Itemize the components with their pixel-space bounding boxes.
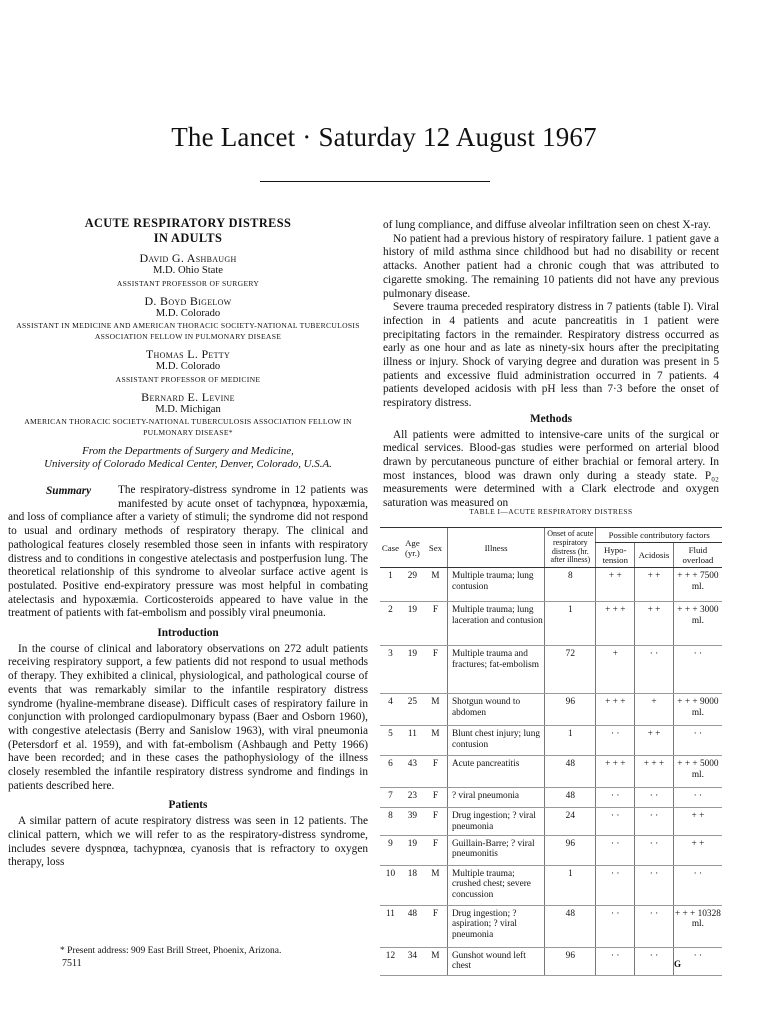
cell-acidosis: · · [635,906,674,948]
table-caption: TABLE I—ACUTE RESPIRATORY DISTRESS [469,507,633,516]
cell-acidosis: · · [635,646,674,694]
table-row [380,646,722,694]
masthead-rule [260,181,490,182]
cell-hypotension: · · [596,726,635,756]
cell-fluid: + + + 10328 ml. [673,906,722,948]
cell-case: 4 [380,694,401,726]
cell-illness: Blunt chest injury; lung contusion [447,726,544,756]
cell-sex: F [424,836,448,866]
cell-sex: M [424,694,448,726]
cell-illness: Shotgun wound to abdomen [447,694,544,726]
cell-onset: 24 [545,808,596,836]
cell-onset: 96 [545,948,596,976]
cell-hypotension: · · [596,836,635,866]
cell-acidosis: · · [635,948,674,976]
right-column [383,219,719,511]
patients-table [380,527,722,976]
article-title: ACUTE RESPIRATORY DISTRESS IN ADULTS [84,216,292,245]
cell-illness: Multiple trauma; lung laceration and contusion [447,602,544,646]
cell-sex: F [424,602,448,646]
cell-sex: F [424,756,448,788]
cell-sex: F [424,646,448,694]
cell-hypotension: · · [596,948,635,976]
table-row [380,694,722,726]
cell-hypotension: + + + [596,756,635,788]
cell-age: 19 [401,602,424,646]
cell-illness: Multiple trauma and fractures; fat-embolism [447,646,544,694]
paragraph: of lung compliance, and diffuse alveolar infiltration seen on chest X-ray. [383,219,711,231]
cell-fluid: + + [673,808,722,836]
methods-text: All patients were admitted to intensive-care units of the surgical or medical services. Blood-gas studies were performed on arterial blood drawn by percutaneous puncture of either brachial or femoral artery. In most instances, blood was drawn only during a steady state. P₀₂ measurements were determined with a Clark electrode and oxygen saturation was measured on [383,428,719,510]
cell-case: 7 [380,788,401,808]
table-row [380,788,722,808]
cell-fluid: · · [673,788,722,808]
cell-acidosis: + + + [635,756,674,788]
cell-case: 1 [380,568,401,602]
cell-acidosis: · · [635,788,674,808]
cell-age: 19 [401,836,424,866]
methods-heading: Methods [529,412,573,425]
cell-age: 25 [401,694,424,726]
table-row [380,568,722,602]
signature-mark: G [674,959,682,969]
table-row [380,756,722,788]
cell-age: 39 [401,808,424,836]
cell-case: 9 [380,836,401,866]
table-row [380,602,722,646]
cell-onset: 8 [545,568,596,602]
cell-illness: Drug ingestion; ? aspiration; ? viral pneumonia [447,906,544,948]
cell-case: 12 [380,948,401,976]
cell-sex: M [424,866,448,906]
cell-onset: 96 [545,836,596,866]
cell-acidosis: · · [635,808,674,836]
cell-age: 19 [401,646,424,694]
cell-onset: 48 [545,756,596,788]
cell-illness: Gunshot wound left chest [447,948,544,976]
author-degree: M.D. Michigan [155,403,221,415]
author-name: Thomas L. Petty [145,347,231,361]
table-row [380,726,722,756]
cell-sex: M [424,726,448,756]
cell-hypotension: · · [596,808,635,836]
cell-acidosis: · · [635,866,674,906]
table-row [380,808,722,836]
col-illness: Illness [447,528,544,568]
cell-onset: 96 [545,694,596,726]
table-row [380,836,722,866]
cell-fluid: + + + 9000 ml. [673,694,722,726]
patients-heading: Patients [168,799,208,812]
cell-illness: Acute pancreatitis [447,756,544,788]
cell-acidosis: + + [635,568,674,602]
cell-fluid: + + + 7500 ml. [673,568,722,602]
col-onset: Onset of acute respiratory distress (hr. after illness) [545,528,596,568]
author-degree: M.D. Colorado [155,307,221,319]
summary-section [8,484,368,621]
patients-text: A similar pattern of acute respiratory distress was seen in 12 patients. The clinical pattern, which we will refer to as the respiratory-distress syndrome, includes severe dyspnœa, tachypnœa, cyanosis that is refractory to oxygen therapy, loss [8,815,368,869]
table-row [380,948,722,976]
cell-age: 34 [401,948,424,976]
cell-sex: M [424,948,448,976]
author-name: D. Boyd Bigelow [144,293,232,308]
cell-fluid: · · [673,866,722,906]
cell-fluid: + + + 3000 ml. [673,602,722,646]
author-degree: M.D. Colorado [155,361,221,372]
cell-hypotension: + + + [596,602,635,646]
col-hypotension: Hypo-tension [596,543,635,568]
cell-sex: F [424,906,448,948]
cell-illness: Multiple trauma; crushed chest; severe concussion [447,866,544,906]
col-age: Age (yr.) [401,528,424,568]
cell-age: 43 [401,756,424,788]
table-row [380,906,722,948]
paragraph: Severe trauma preceded respiratory distress in 7 patients (table I). Viral infection in 4 patients and acute pancreatitis in 1 patient were precipitating factors in the remainder. Respiratory distress occurred as early as one hour and as late as ninety-six hours after the precipitating illness or injury. Shock of varying degree and duration was present in 5 patients and excessive fluid administration occurred in 7 patients. 4 patients developed acidosis with pH less than 7·3 before the onset of respiratory distress. [383,301,719,410]
author-degree: M.D. Ohio State [152,265,224,276]
author-position: ASSISTANT IN MEDICINE AND AMERICAN THORACIC SOCIETY-NATIONAL TUBERCULOSIS ASSOCIATION FELLOW IN PULMONARY DISEASE [16,321,360,341]
cell-case: 8 [380,808,401,836]
cell-case: 2 [380,602,401,646]
cell-hypotension: + [596,646,635,694]
cell-onset: 1 [545,602,596,646]
cell-hypotension: · · [596,866,635,906]
cell-hypotension: · · [596,906,635,948]
col-acidosis: Acidosis [635,543,674,568]
cell-age: 11 [401,726,424,756]
cell-sex: F [424,788,448,808]
cell-age: 29 [401,568,424,602]
cell-acidosis: · · [635,836,674,866]
cell-onset: 72 [545,646,596,694]
cell-onset: 48 [545,906,596,948]
cell-case: 6 [380,756,401,788]
cell-hypotension: + + [596,568,635,602]
author-position: AMERICAN THORACIC SOCIETY-NATIONAL TUBERCULOSIS ASSOCIATION FELLOW IN PULMONARY DISEASE* [24,417,352,437]
cell-illness: ? viral pneumonia [447,788,544,808]
cell-acidosis: + [635,694,674,726]
introduction-text: In the course of clinical and laboratory observations on 272 adult patients receiving respiratory support, a few patients did not respond to usual methods of therapy. They exhibited a clinical, physiological, and pathological course of events that was remarkably similar to the infantile respiratory distress syndrome (hyaline-membrane disease). Difficult cases of respiratory failure in conjunction with prolonged cardiopulmonary bypass (Baer and Osborn 1960), with congestive atelectasis (Berry and Sanislow 1963), with viral pneumonia (Petersdorf et al. 1959), and with fat-embolism (Ashbaugh and Petty 1966) have been recorded; and in these cases the pathophysiology of the illness closely resembled the infantile respiratory distress syndrome and findings in patients described here. [8,642,368,792]
footnote: * Present address: 909 East Brill Street, Phoenix, Arizona. [60,946,282,956]
introduction-heading: Introduction [157,627,219,640]
cell-age: 18 [401,866,424,906]
cell-sex: F [424,808,448,836]
page-number: 7511 [62,958,82,969]
col-fluid: Fluid overload [673,543,722,568]
col-sex: Sex [424,528,448,568]
paragraph: No patient had a previous history of respiratory failure. 1 patient gave a history of mild asthma since childhood but had no disability or recent attacks. Another patient had a chronic cough that was attributed to cigarette smoking. The remaining 10 patients did not have any previous pulmonary disease. [383,232,719,300]
summary-text: The respiratory-distress syndrome in 12 patients was manifested by acute onset of tachypnœa, hypoxæmia, and loss of compliance after a variety of stimuli; the syndrome did not respond to usual and ordinary methods of respiratory therapy. The clinical and pathological features closely resembled those seen in infants with respiratory distress and to conditions in congestive atelectasis and postperfusion lung. The theoretical relationship of this syndrome to alveolar surface active agent is postulated. Positive end-expiratory pressure was most helpful in combating atelectasis and hypoxæmia. Corticosteroids appeared to have value in the treatment of patients with fat-embolism and possibly viral pneumonia. [8,484,368,620]
author-name: David G. Ashbaugh [139,251,237,265]
cell-fluid: + + [673,836,722,866]
cell-illness: Guillain-Barre; ? viral pneumonitis [447,836,544,866]
cell-onset: 48 [545,788,596,808]
left-column [8,216,368,870]
cell-case: 11 [380,906,401,948]
col-factors: Possible contributory factors [596,528,722,543]
cell-illness: Drug ingestion; ? viral pneumonia [447,808,544,836]
affiliation: From the Departments of Surgery and Medicine, University of Colorado Medical Center, Denver, Colorado, U.S.A. [44,445,332,470]
cell-illness: Multiple trauma; lung contusion [447,568,544,602]
summary-label: Summary [46,485,92,497]
cell-case: 3 [380,646,401,694]
cell-fluid: · · [673,726,722,756]
cell-fluid: · · [673,948,722,976]
table-body [380,568,722,976]
cell-case: 5 [380,726,401,756]
author-name: Bernard E. Levine [141,389,235,404]
col-case: Case [380,528,401,568]
cell-sex: M [424,568,448,602]
cell-case: 10 [380,866,401,906]
cell-hypotension: + + + [596,694,635,726]
masthead: The Lancet · Saturday 12 August 1967 [171,122,597,152]
cell-acidosis: + + [635,602,674,646]
cell-onset: 1 [545,726,596,756]
cell-fluid: + + + 5000 ml. [673,756,722,788]
cell-fluid: · · [673,646,722,694]
author-position: ASSISTANT PROFESSOR OF MEDICINE [115,374,261,384]
table-row [380,866,722,906]
cell-acidosis: + + [635,726,674,756]
cell-age: 23 [401,788,424,808]
cell-age: 48 [401,906,424,948]
cell-hypotension: · · [596,788,635,808]
author-position: ASSISTANT PROFESSOR OF SURGERY [116,278,260,288]
cell-onset: 1 [545,866,596,906]
